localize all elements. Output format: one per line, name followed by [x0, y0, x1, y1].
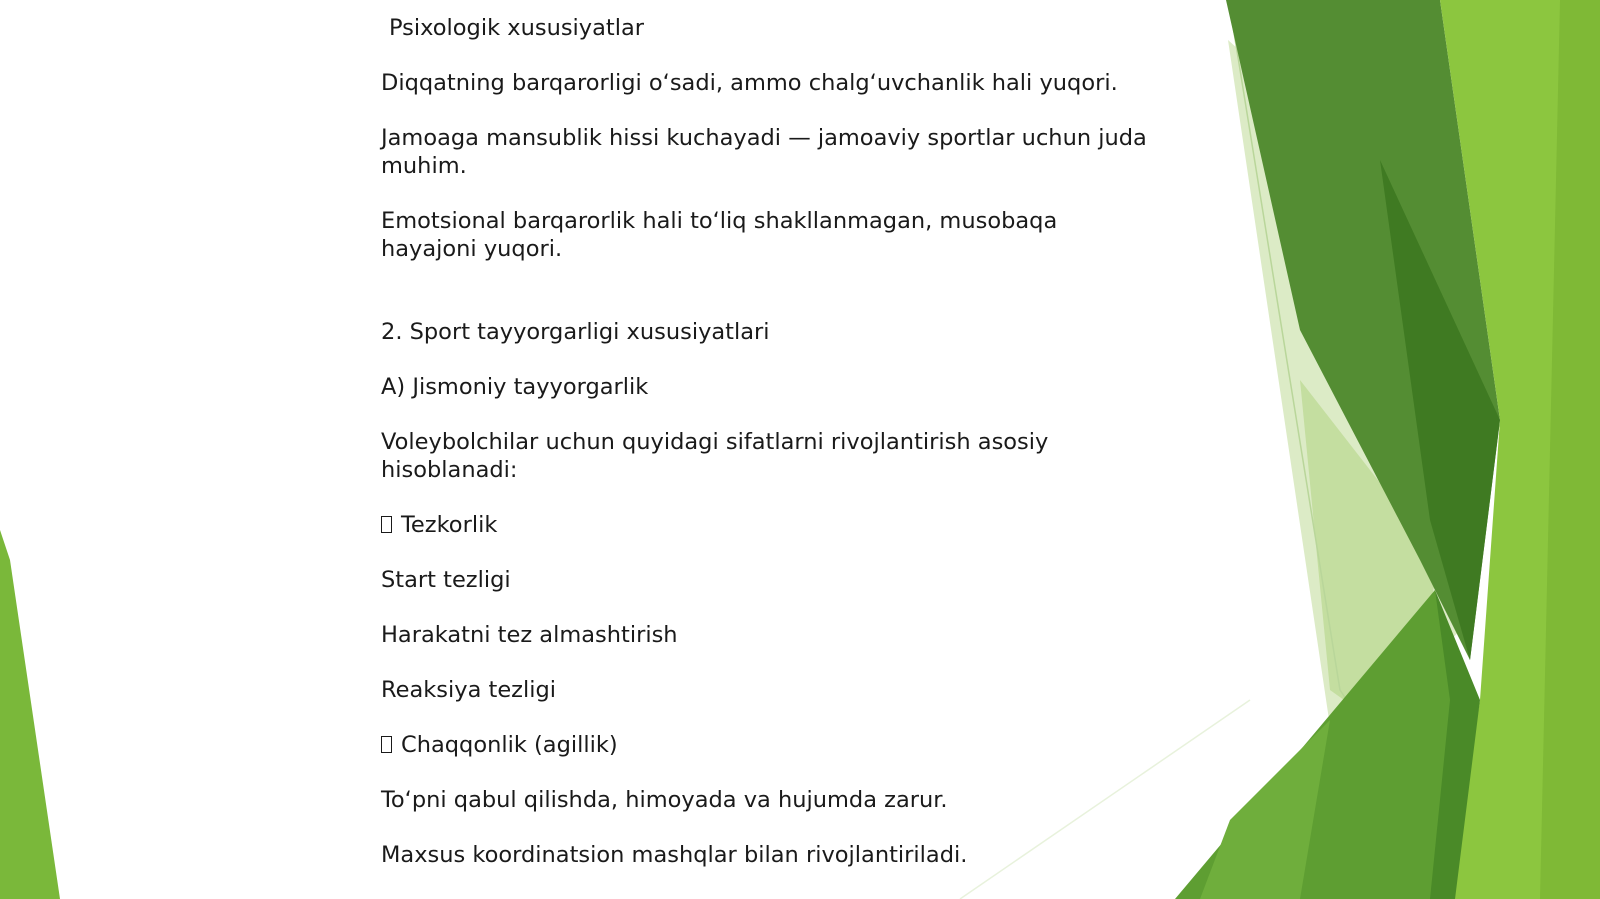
- paragraph-attention: Diqqatning barqarorligi o‘sadi, ammo chalg‘uvchanlik hali yuqori.: [381, 70, 1118, 96]
- missing-glyph-box-icon: [381, 516, 392, 533]
- quality-heading-speed: [381, 511, 1151, 539]
- quality-label-agility: Chaqqonlik (agillik): [401, 732, 618, 758]
- quality-heading-agility: [381, 731, 1151, 759]
- slide-text-body: [381, 14, 1151, 869]
- missing-glyph-box-icon: [381, 736, 392, 753]
- list-item: To‘pni qabul qilishda, himoyada va hujumda zarur.: [381, 787, 948, 813]
- intro-text: Voleybolchilar uchun quyidagi sifatlarni rivojlantirish asosiy hisoblanadi:: [381, 429, 1049, 483]
- list-item: Harakatni tez almashtirish: [381, 622, 678, 648]
- subsection-title: A) Jismoniy tayyorgarlik: [381, 374, 649, 400]
- list-item: Maxsus koordinatsion mashqlar bilan rivojlantiriladi.: [381, 842, 968, 868]
- section-title: 2. Sport tayyorgarligi xususiyatlari: [381, 319, 770, 345]
- list-item: Start tezligi: [381, 567, 511, 593]
- quality-label-speed: Tezkorlik: [401, 512, 498, 538]
- paragraph-team: Jamoaga mansublik hissi kuchayadi — jamoaviy sportlar uchun juda muhim.: [381, 125, 1147, 179]
- list-item: Reaksiya tezligi: [381, 677, 557, 703]
- left-edge-shape: [0, 530, 60, 899]
- paragraph-emotion: Emotsional barqarorlik hali to‘liq shakllanmagan, musobaqa hayajoni yuqori.: [381, 208, 1058, 262]
- heading-psychology: Psixologik xususiyatlar: [389, 15, 645, 41]
